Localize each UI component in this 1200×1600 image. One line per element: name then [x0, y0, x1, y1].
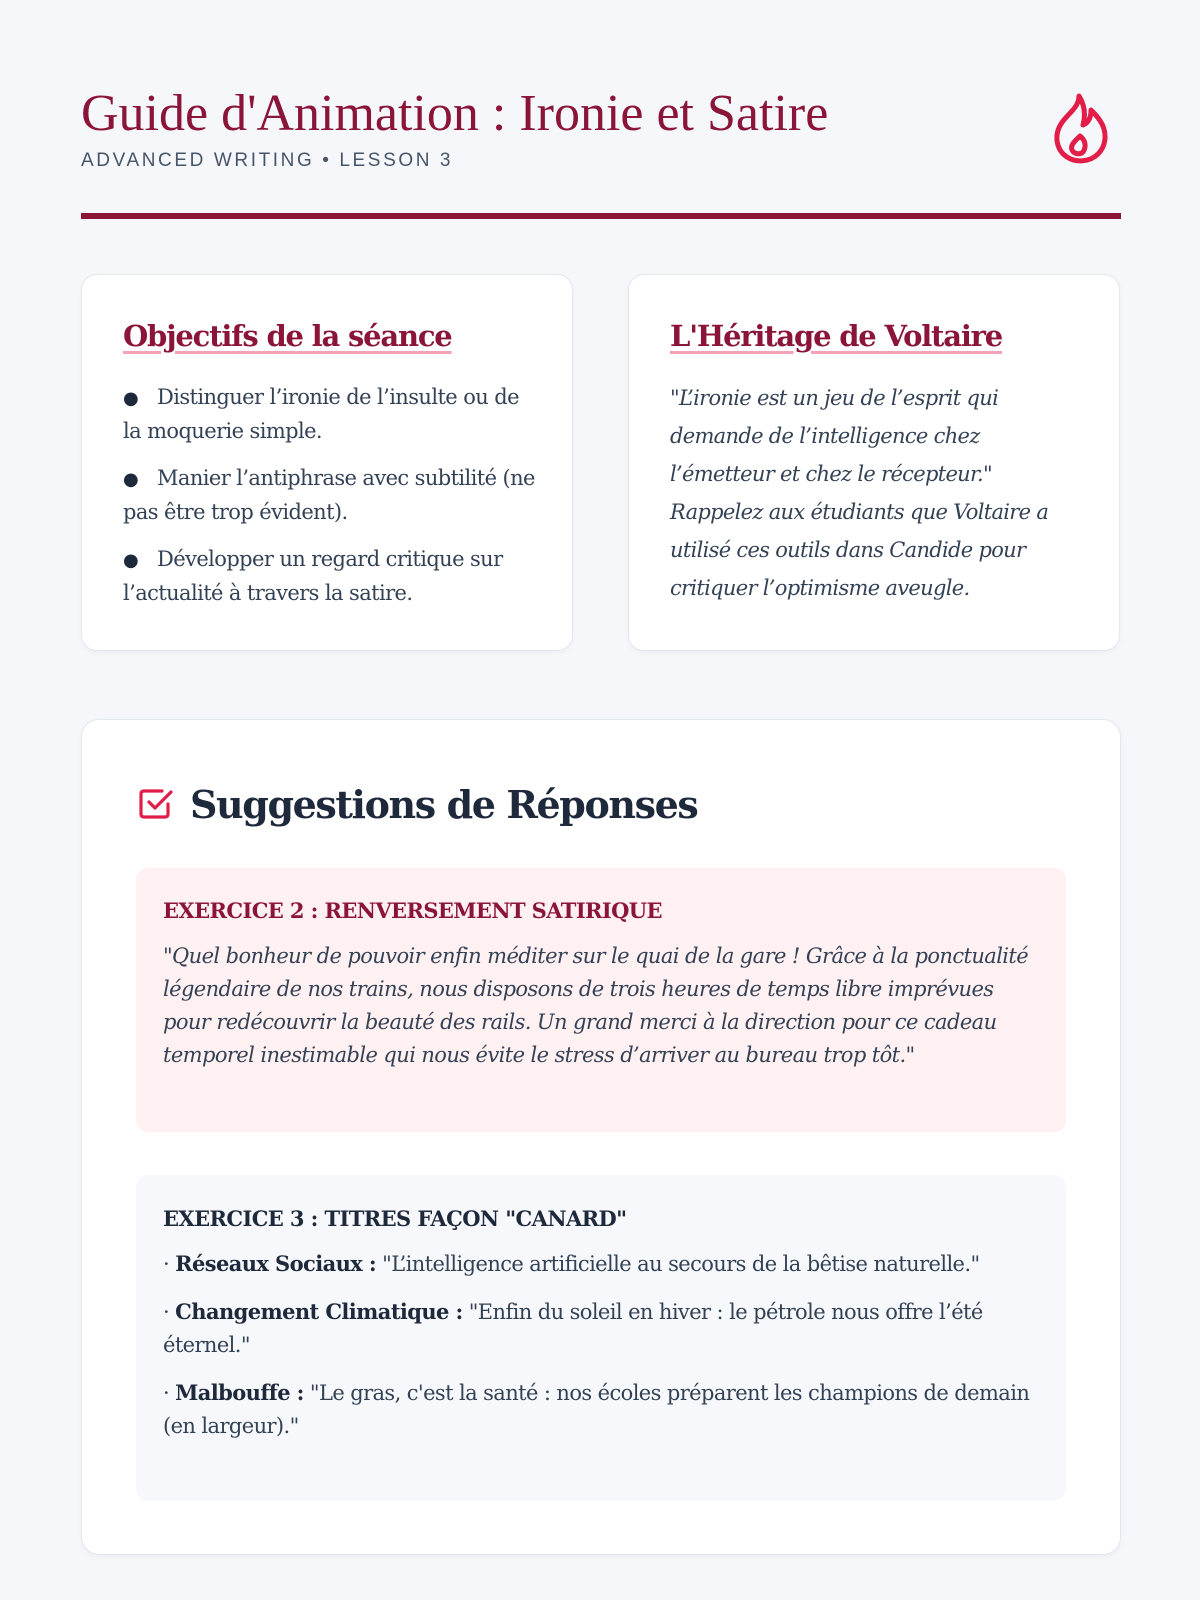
answers-title: Suggestions de Réponses [190, 782, 698, 827]
header [81, 0, 1121, 222]
headline-list [163, 1247, 1043, 1457]
heritage-quote: "L’ironie est un jeu de l’esprit qui demande de l’intelligence chez l’émetteur et chez le récepteur." Rappelez aux étudiants que Voltaire a utilisé ces outils dans Candide pour critiquer l’optimisme aveugle. [670, 386, 1049, 600]
list-item: · Changement Climatique : "Enfin du soleil en hiver : le pétrole nous offre l’été éternel." [163, 1299, 983, 1357]
exercise-3-box [136, 1175, 1066, 1501]
answers-card [81, 719, 1121, 1555]
heritage-card [628, 274, 1120, 651]
heritage-title: L'Héritage de Voltaire [670, 319, 1002, 353]
list-item: ● Développer un regard critique sur l’actualité à travers la satire. [123, 543, 543, 610]
page-subtitle: ADVANCED WRITING • LESSON 3 [81, 150, 454, 171]
bullet-icon: ● [123, 550, 139, 571]
bullet-icon: ● [123, 469, 139, 490]
objectives-list [123, 381, 543, 624]
objectives-card [81, 274, 573, 651]
list-item: ● Manier l’antiphrase avec subtilité (ne pas être trop évident). [123, 462, 543, 529]
exercise-3-label: EXERCICE 3 : TITRES FAÇON "CANARD" [163, 1206, 627, 1231]
exercise-2-box [136, 868, 1066, 1132]
intro-cards [81, 274, 1121, 651]
page [81, 0, 1121, 1438]
list-item: · Réseaux Sociaux : "L’intelligence artificielle au secours de la bêtise naturelle." [163, 1251, 980, 1276]
checkbox-icon [138, 786, 174, 822]
page-title: Guide d'Animation : Ironie et Satire [81, 85, 829, 142]
exercise-2-label: EXERCICE 2 : RENVERSEMENT SATIRIQUE [163, 898, 662, 923]
list-item: · Malbouffe : "Le gras, c'est la santé : nos écoles préparent les champions de demain (en largeur)." [163, 1380, 1030, 1438]
exercise-2-text: "Quel bonheur de pouvoir enfin méditer sur le quai de la gare ! Grâce à la ponctualité légendaire de nos trains, nous disposons de trois heures de temps libre imprévues pour redécouvrir la beauté des rails. Un grand merci à la direction pour ce cadeau temporel inestimable qui nous évite le stress d’arriver au bureau trop tôt." [163, 944, 1029, 1067]
header-divider [81, 213, 1121, 219]
objectives-title: Objectifs de la séance [123, 319, 452, 353]
flame-icon [1049, 92, 1111, 164]
list-item: ● Distinguer l’ironie de l’insulte ou de la moquerie simple. [123, 381, 543, 448]
bullet-icon: ● [123, 388, 139, 409]
